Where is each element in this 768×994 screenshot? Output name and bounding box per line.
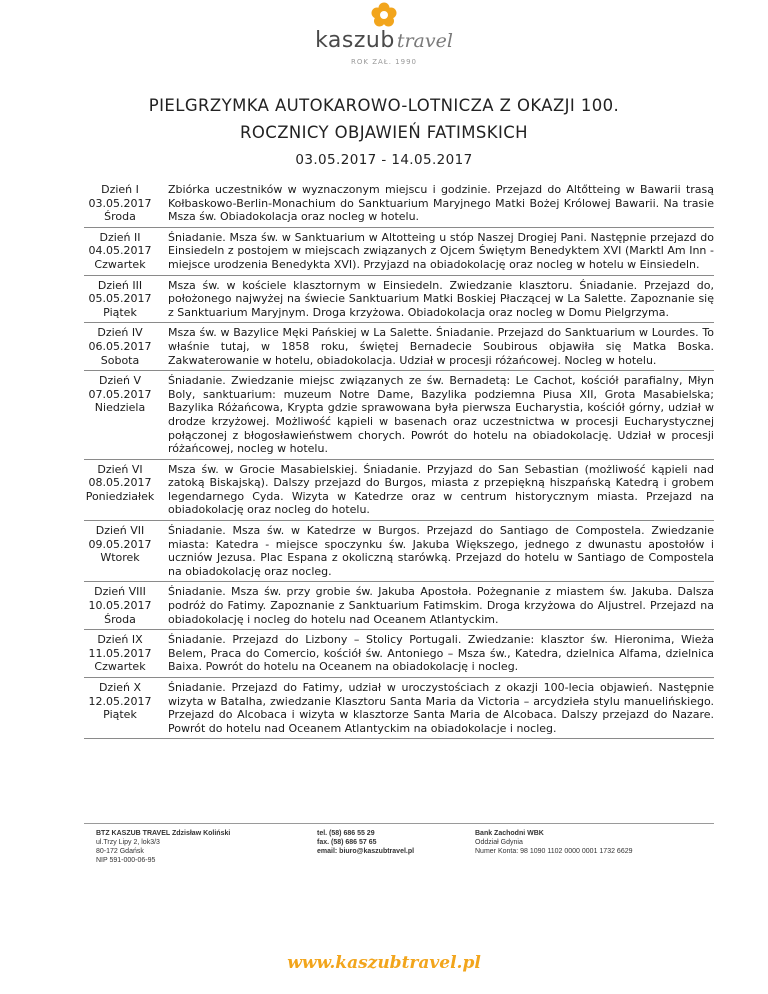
day-cell	[84, 275, 158, 323]
day-description: Śniadanie. Zwiedzanie miejsc związanych ze św. Bernadetą: Le Cachot, kościół parafialny, Młyn Boly, sanktuarium: muzeum Notre Dame, Bazylika podziemna Piusa XII, Grota Masabielska; Bazylika Różańcowa, Krypta gdzie sprawowana była pierwsza Eucharystia, kościół górny, udział w drodze krzyżowej. Możliwość kąpieli w basenach oraz uczestnictwa w procesji Eucharystycznej połączonej z błogosławieństwem chorych. Powrót do hotelu na obiadokolację. Udział w procesji różańcowej, nocleg w hotelu.	[158, 371, 714, 460]
day-date: 11.05.2017	[88, 646, 152, 660]
itinerary-row	[84, 180, 714, 227]
day-description: Śniadanie. Msza św. w Sanktuarium w Altotteing u stóp Naszej Drogiej Pani. Następnie przejazd do Einsiedeln z postojem w miejscach związanych z Ojcem Świętym Benedyktem XVI (Marktl Am Inn -miejsce urodzenia Benedykta XVI). Przyjazd na obiadokolację oraz nocleg w hotelu w Einsiedeln.	[158, 227, 714, 275]
day-cell	[84, 371, 158, 460]
footer-nip: NIP 591-000-06-95	[96, 857, 156, 864]
day-weekday: Środa	[104, 612, 136, 626]
footer-branch: Oddział Gdynia	[475, 839, 523, 846]
day-cell	[84, 521, 158, 582]
itinerary-row	[84, 227, 714, 275]
day-description: Śniadanie. Msza św. przy grobie św. Jakuba Apostoła. Pożegnanie z miastem św. Jakuba. Dalsza podróż do Fatimy. Zapoznanie z Sanktuarium Fatimskim. Droga krzyżowa do Aljustrel. Przejazd na obiadokolację i nocleg do hotelu nad Oceanem Atlantyckim.	[158, 582, 714, 630]
website-link[interactable]: www.kaszubtravel.pl	[287, 953, 481, 973]
day-weekday: Piątek	[103, 305, 137, 319]
day-description: Msza św. w Grocie Masabielskiej. Śniadanie. Przyjazd do San Sebastian (możliwość kąpieli nad zatoką Biskajską). Dalszy przejazd do Burgos, miasta z przepiękną hiszpańską Katedrą i grobem legendarnego Cyda. Wizyta w Katedrze oraz w centrum historycznym miasta. Przejazd na obiadokolację oraz nocleg do hotelu.	[158, 459, 714, 520]
footer-fax: fax. (58) 686 57 65	[317, 839, 377, 846]
footer-divider	[84, 823, 714, 824]
day-weekday: Czwartek	[94, 257, 146, 271]
trip-dates: 03.05.2017 - 14.05.2017	[295, 152, 473, 168]
day-date: 04.05.2017	[88, 244, 152, 258]
title-line-2: ROCZNICY OBJAWIEŃ FATIMSKICH	[240, 123, 528, 142]
itinerary-row	[84, 521, 714, 582]
footer-bank	[475, 829, 633, 856]
itinerary-row	[84, 630, 714, 678]
day-label: Dzień IX	[97, 633, 143, 647]
day-weekday: Sobota	[100, 353, 140, 367]
logo-since: ROK ZAŁ. 1990	[351, 58, 417, 66]
day-weekday: Piątek	[103, 708, 137, 722]
day-label: Dzień II	[99, 230, 141, 244]
day-cell	[84, 227, 158, 275]
day-weekday: Niedziela	[94, 401, 146, 415]
day-date: 06.05.2017	[88, 339, 152, 353]
footer-address	[96, 829, 230, 865]
itinerary-row	[84, 371, 714, 460]
day-cell	[84, 582, 158, 630]
itinerary-row	[84, 459, 714, 520]
itinerary-row	[84, 582, 714, 630]
footer-bank-name: Bank Zachodni WBK	[475, 830, 544, 837]
day-description: Zbiórka uczestników w wyznaczonym miejscu i godzinie. Przejazd do Altőtteing w Bawarii trasą Kołbaskowo-Berlin-Monachium do Sanktuarium Maryjnego Matki Bożej Królowej Bawarii. Na trasie Msza św. Obiadokolacja oraz nocleg w hotelu.	[158, 180, 714, 227]
logo-brand: kaszub	[315, 28, 395, 53]
itinerary-row	[84, 323, 714, 371]
day-cell	[84, 678, 158, 739]
footer-email[interactable]: email: biuro@kaszubtravel.pl	[317, 848, 415, 855]
itinerary-row	[84, 678, 714, 739]
day-label: Dzień VIII	[94, 585, 146, 599]
itinerary-table	[84, 180, 714, 739]
day-date: 10.05.2017	[88, 599, 152, 613]
day-weekday: Poniedziałek	[85, 489, 155, 503]
day-cell	[84, 459, 158, 520]
day-label: Dzień VI	[97, 462, 143, 476]
day-description: Śniadanie. Przejazd do Fatimy, udział w uroczystościach z okazji 100-lecia objawień. Następnie wizyta w Batalha, zwiedzanie Klasztoru Santa Maria da Victoria – arcydzieła stylu manuelińskiego. Przejazd do Alcobaca i wizyta w klasztorze Santa Maria de Alcobaca. Dalszy przejazd do Nazare. Powrót do hotelu nad Oceanem Atlantyckim na obiadokolacje i nocleg.	[158, 678, 714, 739]
day-cell	[84, 630, 158, 678]
day-description: Msza św. w kościele klasztornym w Einsiedeln. Zwiedzanie klasztoru. Śniadanie. Przejazd do, położonego najwyżej na świecie Sanktuarium Matki Boskiej Płaczącej w La Salette. Zapoznanie się z Sanktuarium Maryjnym. Droga krzyżowa. Obiadokolacja oraz nocleg w Domu Pielgrzyma.	[158, 275, 714, 323]
day-description: Śniadanie. Przejazd do Lizbony – Stolicy Portugali. Zwiedzanie: klasztor św. Hieronima, Wieża Belem, Praca do Comercio, kościół św. Antoniego – Msza św., Katedra, dzielnica Alfama, dzielnica Baixa. Powrót do hotelu na Oceanem na obiadokolację i nocleg.	[158, 630, 714, 678]
footer-contact	[317, 829, 414, 856]
flower-icon	[370, 2, 398, 28]
day-weekday: Czwartek	[94, 660, 146, 674]
day-label: Dzień X	[98, 681, 142, 694]
day-label: Dzień IV	[97, 326, 143, 340]
day-date: 12.05.2017	[88, 694, 152, 708]
footer-tel: tel. (58) 686 55 29	[317, 830, 375, 837]
page-title	[0, 92, 768, 146]
footer-city: 80-172 Gdańsk	[96, 848, 144, 855]
day-date: 09.05.2017	[88, 537, 152, 551]
title-line-1: PIELGRZYMKA AUTOKAROWO-LOTNICZA Z OKAZJI 100.	[148, 96, 620, 115]
company-logo	[0, 0, 768, 95]
day-date: 07.05.2017	[88, 387, 152, 401]
footer-street: ul.Trzy Lipy 2, lok3/3	[96, 839, 160, 846]
day-label: Dzień V	[98, 374, 142, 388]
day-label: Dzień VII	[95, 524, 145, 538]
day-cell	[84, 180, 158, 227]
footer-company: BTZ KASZUB TRAVEL Zdzisław Koliński	[96, 830, 231, 837]
day-cell	[84, 323, 158, 371]
day-description: Śniadanie. Msza św. w Katedrze w Burgos. Przejazd do Santiago de Compostela. Zwiedzanie miasta: Katedra - miejsce spoczynku św. Jakuba Większego, jednego z dwunastu apostołów i uczniów Jezusa. Plac Espana z okoliczną starówką. Przejazd do hotelu w Santiago de Compostela na obiadokolację oraz nocleg.	[158, 521, 714, 582]
day-label: Dzień III	[97, 278, 143, 292]
day-date: 05.05.2017	[88, 292, 152, 306]
day-description: Msza św. w Bazylice Męki Pańskiej w La Salette. Śniadanie. Przejazd do Sanktuarium w Lourdes. To właśnie tutaj, w 1858 roku, świętej Bernadecie Soubirous objawiła się Matka Boska. Zakwaterowanie w hotelu, obiadokolacja. Udział w procesji różańcowej. Nocleg w hotelu.	[158, 323, 714, 371]
logo-script: travel	[396, 30, 453, 52]
day-date: 03.05.2017	[88, 196, 152, 210]
itinerary-row	[84, 275, 714, 323]
day-label: Dzień I	[101, 183, 139, 196]
footer-account: Numer Konta: 98 1090 1102 0000 0001 1732 6629	[475, 848, 633, 855]
day-weekday: Środa	[104, 210, 136, 224]
day-weekday: Wtorek	[100, 551, 140, 565]
day-date: 08.05.2017	[88, 476, 152, 490]
